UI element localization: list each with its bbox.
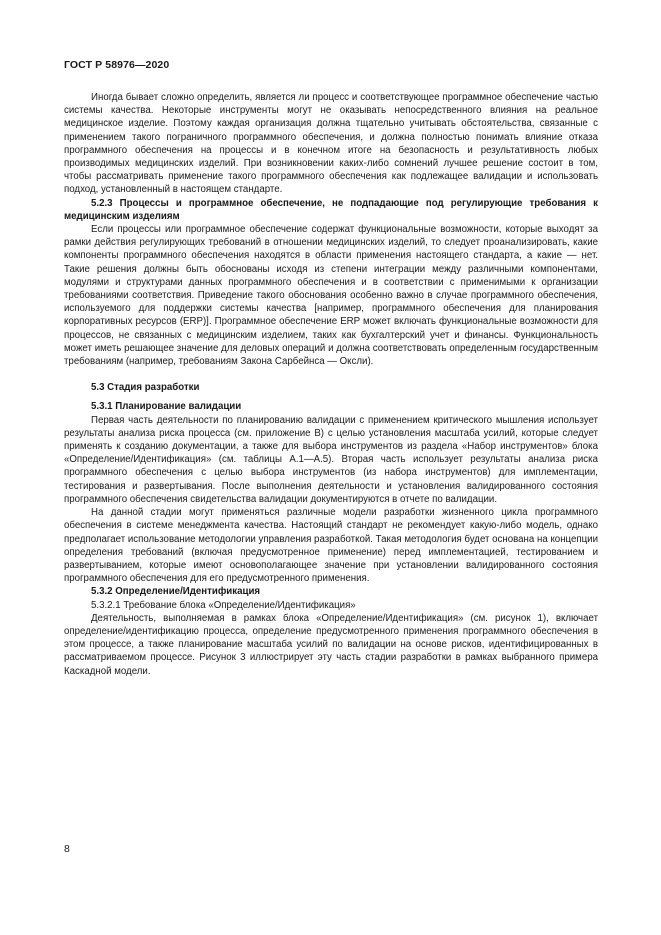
page-number: 8 <box>64 843 70 855</box>
section-heading-5-2-3: 5.2.3 Процессы и программное обеспечение, не подпадающие под регулирующие требования к медицинским изделиям <box>64 197 598 222</box>
section-heading-5-3-2: 5.3.2 Определение/Идентификация <box>91 586 261 598</box>
body-paragraph: Первая часть деятельности по планированию валидации с применением критического мышления использует результаты анализа риска процесса (см. приложение В) с целью установления масштаба усилий, которые следует применять к созданию документации, а также для выбора инструментов из раздела «Набор инструментов» блока «Определение/Идентификация» (см. таблицы А.1—А.5). Вторая часть использует результаты анализа риска программного обеспечения с целью выбора инструментов (из набора инструментов) для имплементации, тестирования и развертывания. После выполнения деятельности и установления валидированного состояния программного обеспечения свидетельства валидации документируются в отчете по валидации. <box>64 414 598 505</box>
body-paragraph: Иногда бывает сложно определить, является ли процесс и соответствующее программное обеспечение частью системы качества. Некоторые инструменты могут не оказывать непосредственного влияния на реальное медицинское изделие. Поэтому каждая организация должна тщательно учитывать обстоятельства, связанные с применением такого пограничного программного обеспечения, и должна полностью понимать влияние отказа программного обеспечения на процессы и в конечном итоге на безопасность и результативность любых производимых медицинских изделий. При возникновении каких-либо сомнений лучшее решение состоит в том, чтобы рассматривать применение такого программного обеспечения как подлежащее валидации и использовать подход, установленный в настоящем стандарте. <box>64 92 598 196</box>
body-paragraph: На данной стадии могут применяться различные модели разработки жизненного цикла программного обеспечения в системе менеджмента качества. Настоящий стандарт не рекомендует какую-либо модель, однако предполагает использование методологии управления разработкой. Такая методология будет основана на концепции определения требований (включая предусмотренное применение) перед имплементацией, тестированием и развертыванием, которые имеют основополагающее значение при установлении валидированного состояния программного обеспечения для его предусмотренного применения. <box>64 507 598 585</box>
section-heading-5-3: 5.3 Стадия разработки <box>91 382 200 394</box>
body-paragraph: Если процессы или программное обеспечение содержат функциональные возможности, которые выходят за рамки действия регулирующих требований в отношении медицинских изделий, то следует проанализировать, какие компоненты программного обеспечения находятся в области применения настоящего стандарта, а какие — нет. Такие решения должны быть обоснованы исходя из степени интеграции между различными компонентами, модулями и структурами данных программного обеспечения и в соответствии с применимыми к организации требованиями соответствия. Приведение такого обоснования особенно важно в случае программного обеспечения, используемого для поддержки системы качества [например, программного обеспечения для планирования корпоративных ресурсов (ERP)]. Программное обеспечение ERP может включать функциональные возможности для процессов, не связанных с медицинским изделием, таких как бухгалтерский учет и финансы. Функциональность может иметь решающее значение для деловых операций и должна соответствовать определенным государственным требованиям (например, требованиям Закона Сарбейнса — Оксли). <box>64 224 598 368</box>
body-paragraph: Деятельность, выполняемая в рамках блока «Определение/Идентификация» (см. рисунок 1), включает определение/идентификацию процесса, определение предусмотренного применения программного обеспечения в этом процессе, а также планирование масштаба усилий по валидации на основе рисков, идентифицированных в рассматриваемом процессе. Рисунок 3 иллюстрирует эту часть стадии разработки в рамках выбранного примера Каскадной модели. <box>64 612 598 677</box>
subsection-heading-5-3-2-1: 5.3.2.1 Требование блока «Определение/Идентификация» <box>91 599 356 611</box>
section-heading-5-3-1: 5.3.1 Планирование валидации <box>91 401 242 413</box>
document-header: ГОСТ Р 58976—2020 <box>64 59 170 71</box>
document-body <box>64 91 598 678</box>
